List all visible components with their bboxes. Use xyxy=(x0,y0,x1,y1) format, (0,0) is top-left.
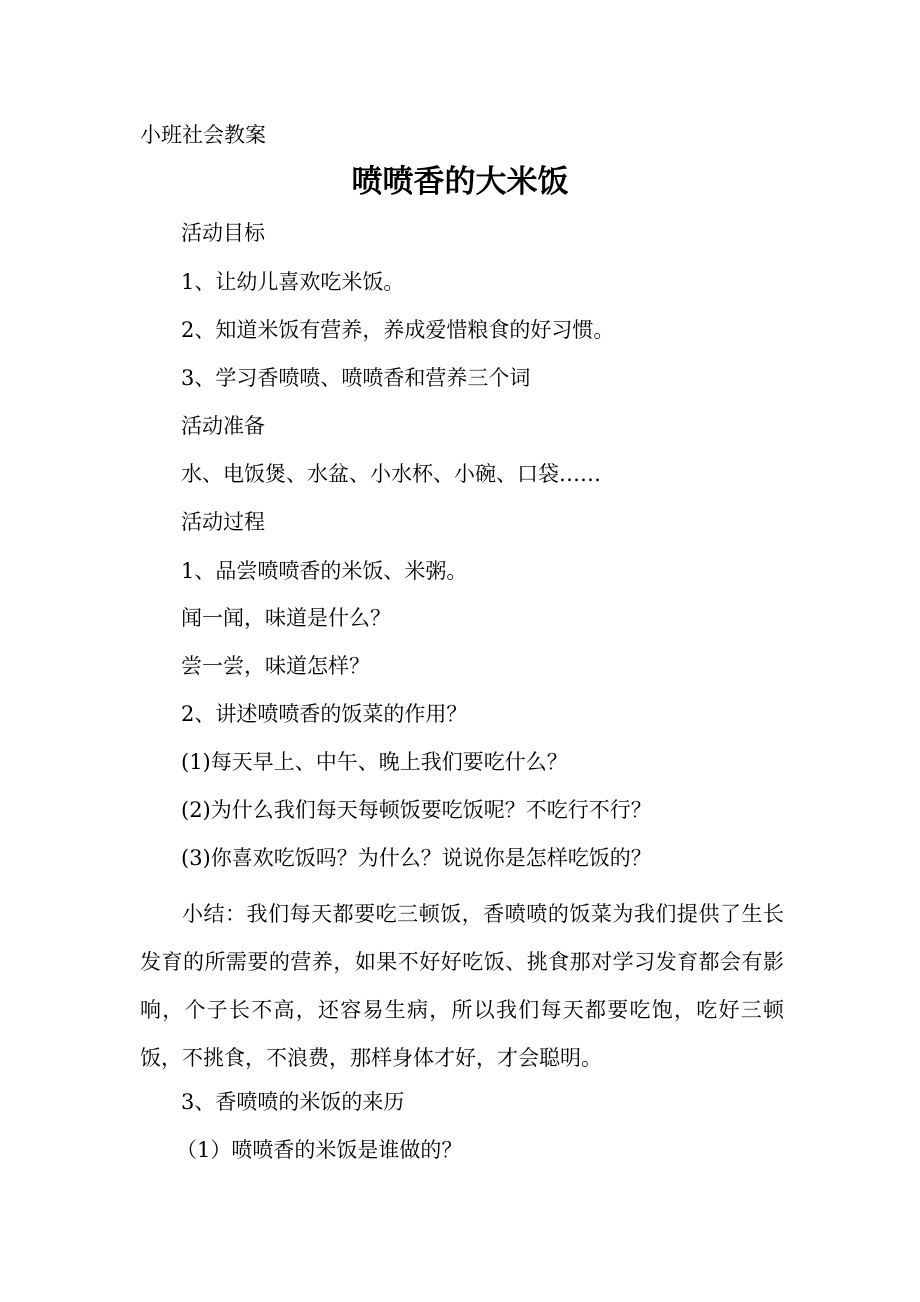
step-2: 2、讲述喷喷香的饭菜的作用？ xyxy=(181,702,468,726)
prep-heading: 活动准备 xyxy=(181,414,265,438)
process-heading: 活动过程 xyxy=(181,510,265,534)
step-2-question: (2)为什么我们每天每顿饭要吃饭呢？不吃行不行？ xyxy=(181,798,652,822)
step-1-question: 闻一闻，味道是什么？ xyxy=(181,606,391,630)
goal-item: 2、知道米饭有营养，养成爱惜粮食的好习惯。 xyxy=(181,318,615,342)
goal-item: 1、让幼儿喜欢吃米饭。 xyxy=(181,270,405,294)
step-3-question: （1）喷喷香的米饭是谁做的？ xyxy=(176,1138,463,1162)
document-title: 喷喷香的大米饭 xyxy=(351,164,569,200)
prep-items: 水、电饭煲、水盆、小水杯、小碗、口袋…… xyxy=(181,462,601,486)
step-2-question: (3)你喜欢吃饭吗？为什么？说说你是怎样吃饭的？ xyxy=(181,846,652,870)
step-3: 3、香喷喷的米饭的来历 xyxy=(181,1090,405,1114)
goal-item: 3、学习香喷喷、喷喷香和营养三个词 xyxy=(181,366,531,390)
summary-paragraph: 小结：我们每天都要吃三顿饭，香喷喷的饭菜为我们提供了生长发育的所需要的营养，如果不好好吃饭、挑食那对学习发育都会有影响，个子长不高，还容易生病，所以我们每天都要吃饱，吃好三顿饭，不挑食，不浪费，那样身体才好，才会聪明。 xyxy=(140,902,784,1070)
document-header: 小班社会教案 xyxy=(140,123,266,147)
step-2-question: (1)每天早上、中午、晚上我们要吃什么？ xyxy=(181,750,568,774)
step-1: 1、品尝喷喷香的米饭、米粥。 xyxy=(181,559,468,583)
goals-heading: 活动目标 xyxy=(181,221,265,245)
step-1-question: 尝一尝，味道怎样？ xyxy=(181,654,370,678)
